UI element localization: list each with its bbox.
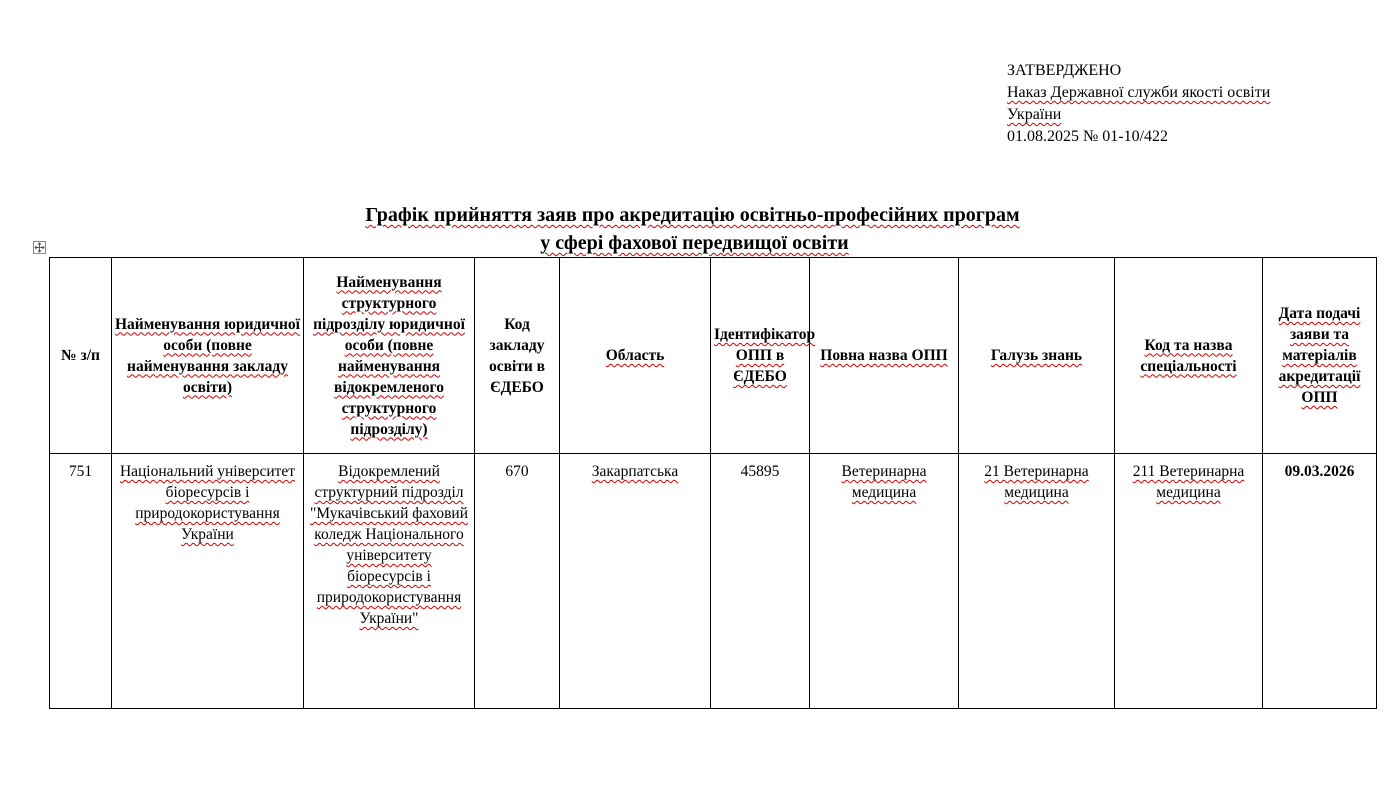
table-row bbox=[50, 454, 1377, 709]
cell-submission-date: 09.03.2026 bbox=[1263, 454, 1377, 709]
header-program-name: Повна назва ОПП bbox=[810, 258, 959, 454]
cell-number: 751 bbox=[50, 454, 112, 709]
table-header-row bbox=[50, 258, 1377, 454]
table-move-handle[interactable] bbox=[33, 241, 46, 254]
cell-edebo-code: 670 bbox=[475, 454, 560, 709]
approval-country-text: України bbox=[1007, 106, 1062, 123]
four-way-arrow-icon bbox=[34, 242, 45, 253]
header-structural-unit: Найменування структурного підрозділу юридичної особи (повне найменування відокремленого структурного підрозділу) bbox=[304, 258, 475, 454]
header-submission-date: Дата подачі заяви та матеріалів акредитації ОПП bbox=[1263, 258, 1377, 454]
cell-region: Закарпатська bbox=[560, 454, 711, 709]
approval-order bbox=[1007, 82, 1337, 104]
cell-specialty: 211 Ветеринарна медицина bbox=[1115, 454, 1263, 709]
cell-structural-unit: Відокремлений структурний підрозділ "Мукачівський фаховий коледж Національного університету біоресурсів і природокористування України" bbox=[304, 454, 475, 709]
applications-table bbox=[49, 257, 1377, 709]
approval-order-text: Наказ Державної служби якості освіти bbox=[1007, 84, 1271, 101]
approval-date-number: 01.08.2025 № 01-10/422 bbox=[1007, 128, 1169, 145]
header-field-of-knowledge: Галузь знань bbox=[959, 258, 1115, 454]
cell-field-of-knowledge: 21 Ветеринарна медицина bbox=[959, 454, 1115, 709]
title-line-1: Графік прийняття заяв про акредитацію освітньо-професійних програм bbox=[365, 204, 1020, 226]
approval-country bbox=[1007, 104, 1337, 126]
approval-label: ЗАТВЕРДЖЕНО bbox=[1007, 62, 1122, 79]
title-line-2: у сфері фахової передвищої освіти bbox=[540, 232, 849, 254]
header-region: Область bbox=[560, 258, 711, 454]
header-number: № з/п bbox=[50, 258, 112, 454]
header-legal-entity: Найменування юридичної особи (повне найменування закладу освіти) bbox=[112, 258, 304, 454]
header-specialty: Код та назва спеціальності bbox=[1115, 258, 1263, 454]
cell-legal-entity: Національний університет біоресурсів і природокористування України bbox=[112, 454, 304, 709]
cell-program-name: Ветеринарна медицина bbox=[810, 454, 959, 709]
approval-block bbox=[1007, 60, 1337, 148]
header-program-id: Ідентифікатор ОПП в ЄДЕБО bbox=[711, 258, 810, 454]
header-edebo-code: Код закладу освіти в ЄДЕБО bbox=[475, 258, 560, 454]
cell-program-id: 45895 bbox=[711, 454, 810, 709]
document-title bbox=[0, 201, 1389, 257]
